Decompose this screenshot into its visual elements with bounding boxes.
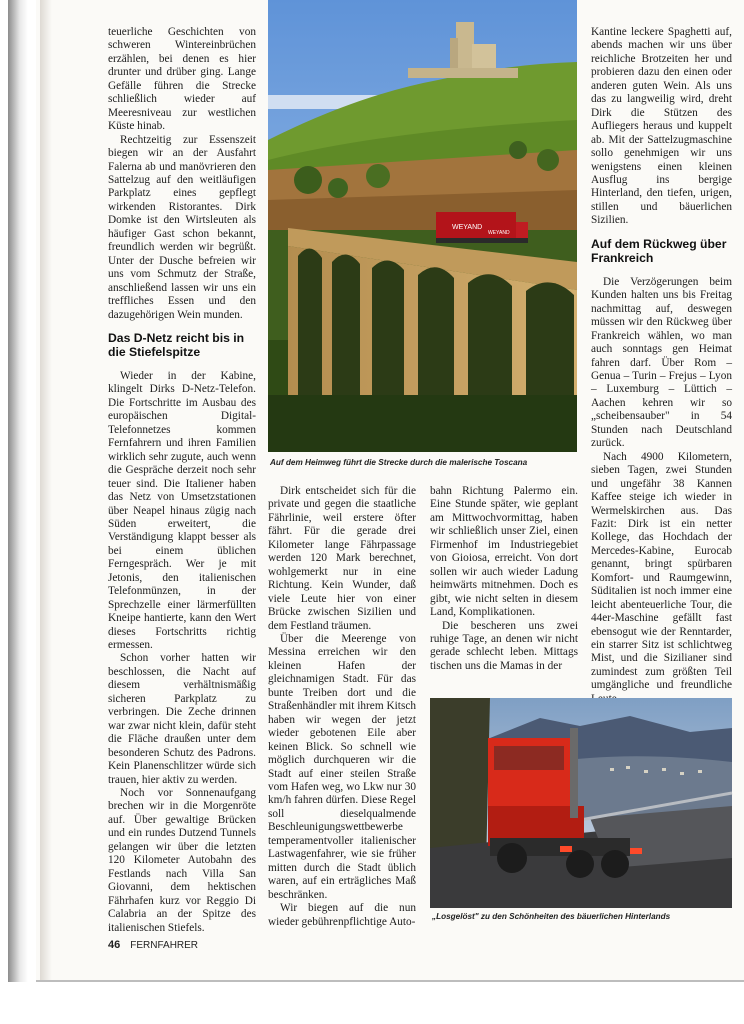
- paragraph: Wir biegen auf die nun wieder gebührenpflichtige Auto-: [268, 902, 416, 928]
- text-column-2: [268, 485, 416, 928]
- subheading: Auf dem Rückweg über Frankreich: [591, 236, 727, 265]
- paragraph: Dirk entscheidet sich für die private und gegen die staatliche Fährlinie, weil erstere öfter fährt. Für die gerade drei Kilometer lange Fährpassage werden 120 Mark berechnet, wohlgemerkt nur in eine Richtung. Kein Wunder, daß viele Leute hier von einer Brücke zwischen Sizilien und dem Festland träumen.: [268, 485, 416, 632]
- paragraph: Die bescheren uns zwei ruhige Tage, an denen wir nicht gerade schlecht leben. Mittags tischen uns die Mamas in der: [430, 619, 578, 672]
- paragraph: Die Verzögerungen beim Kunden halten uns bis Freitag nachmittag auf, deswegen müssen wir den Rückweg über Frankreich wählen, wo man auch sonntags gen Heimat fahren darf. Über Rom – Genua – Turin – Frejus – Lyon – Luxemburg – Lüttich – Aachen kehren wir so „scheibensauber" in 54 Stunden nach Deutschland zurück.: [591, 275, 732, 450]
- text-column-1: [108, 26, 256, 934]
- photo-caption: „Losgelöst" zu den Schönheiten des bäuerlichen Hinterlands: [432, 912, 671, 921]
- photo-bridge-image: [268, 0, 577, 452]
- subheading: Das D-Netz reicht bis in die Stiefelspitze: [108, 330, 245, 359]
- truck-lettering: WEYAND: [488, 230, 510, 236]
- paragraph: bahn Richtung Palermo ein. Eine Stunde später, wie geplant am Mittwochvormittag, haben wir schließlich unser Ziel, einen Firmenhof im Industriegebiet von Gioiosa, erreicht. Von dort sollen wir auch wieder Ladung heimwärts mitnehmen. Doch es gibt, wie nicht selten in diesem Land, Komplikationen.: [430, 485, 578, 619]
- text-column-3: [430, 485, 578, 685]
- paragraph: Schon vorher hatten wir beschlossen, die Nacht auf diesem verhältnismäßig sicheren Parkplatz zu verbringen. Die Zeche drinnen war zwar nicht klein, dafür steht die Fläche draußen unter dem besonderen Schutz des Padrons. Kein Planenschlitzer würde sich trauen, hier aktiv zu werden.: [108, 652, 256, 786]
- paragraph: Über die Meerenge von Messina erreichen wir den kleinen Hafen der gleichnamigen Stadt. Für das bunte Treiben dort und die Straßenhändler mit ihrem Kitsch haben wir wegen der jetzt wieder gebotenen Eile aber keinen Blick. So schnell wie möglich durchqueren wir die Stadt auf einer steilen Straße vom Hafen weg, wo Lkw nur 30 km/h fahren dürfen. Diese Regel soll dieselqualmende Beschleunigungswettbewerbe temperamentvoller italienischer Lastwagenfahrer, wie sie früher mitten durch die Stadt üblich waren, auf ein erträgliches Maß beschränken.: [268, 632, 416, 901]
- scan-margin: [8, 982, 744, 1024]
- page-fold: [40, 0, 52, 980]
- photo-truck-image: [430, 698, 732, 908]
- page-number: 46: [108, 939, 121, 951]
- paragraph: teuerliche Geschichten von schweren Wintereinbrüchen erzählen, bei denen es hier drunter und drüber ging. Lange Gefälle führen die Strecke schließlich wieder auf Meeresniveau zur westlichen Küste hinab.: [108, 26, 256, 133]
- paragraph: Rechtzeitig zur Essenszeit biegen wir an der Ausfahrt Falerna ab und manövrieren den Sattelzug auf den weitläufigen Parkplatz eines gepflegt wirkenden Ristorantes. Dirk Domke ist den Wirtsleuten als häufiger Gast schon bekannt, freundlich werden wir begrüßt. Unter der Dusche befreien wir uns vom Schmutz der Straße, anschließend lassen wir uns ein treffliches Essen und den dazugehörigen Wein munden.: [108, 133, 256, 321]
- paragraph: Kantine leckere Spaghetti auf, abends machen wir uns über reichliche Brotzeiten her und probieren dazu den einen oder anderen guten Wein. Als uns das zu langweilig wird, dreht Dirk die Stützen des Aufliegers heraus und kuppelt ab. Mit der Sattelzugmaschine sollo genehmigen wir uns wenigstens einen kleinen Ausflug ins bergige Hinterland, den tiefen, urigen, stillen und bäuerlichen Sizilien.: [591, 26, 732, 227]
- text-column-4: [591, 26, 732, 692]
- page-folio: [108, 939, 198, 951]
- truck-lettering: WEYAND: [452, 224, 483, 231]
- photo-truck-hinterland: [430, 698, 732, 908]
- magazine-name: FERNFAHRER: [130, 940, 199, 951]
- paragraph: Nach 4900 Kilometern, sieben Tagen, zwei Stunden und ungefähr 38 Kannen Kaffee steige ich wieder in Wermelskirchen aus. Das Fazit: Dirk ist ein netter Kollege, das Hochdach der Mercedes-Kabine, Eurocab genannt, bringt spürbaren Komfort- und Raumgewinn, Süditalien ist noch immer eine leicht abenteuerliche Tour, die 44er-Maschine gefällt fast ebensogut wie der Renntarder, ein starrer Sitz ist schlichtweg Mist, und die Sizilianer sind zumindest zum größten Teil umgängliche und freundliche: [591, 450, 732, 692]
- paragraph: Noch vor Sonnenaufgang brechen wir in die Morgenröte auf. Über gewaltige Brücken und ein rundes Dutzend Tunnels gelangen wir über die letzten 120 Kilometer Autobahn des Festlands nach Villa San Giovanni, dem hektischen Fährhafen kurz vor Reggio Di Calabria an der Spitze des italienischen Stiefels.: [108, 787, 256, 934]
- paragraph: Wieder in der Kabine, klingelt Dirks D-Netz-Telefon. Die Fortschritte im Ausbau des europäischen Digital-Telefonnetzes kommen Fernfahrern und ihren Familien wirklich sehr zugute, auch wenn die Gespräche derzeit noch sehr teuer sind. Die Italiener haben das Netz von Umsetzstationen über Neapel hinaus zügig nach Süden erweitert, die Verständigung klappt besser als bei einem üblichen Ferngespräch. Wer je mit Jetonis, den italienischen Telefonmünzen, in der Sprechzelle einer lärmerfüllten Kneipe hantierte, kann den Wert dieses Fortschritts richtig ermessen.: [108, 369, 256, 652]
- photo-bridge-tuscany: [268, 0, 577, 452]
- photo-caption: Auf dem Heimweg führt die Strecke durch die malerische Toscana: [270, 458, 528, 467]
- binding-shadow: [8, 0, 28, 1000]
